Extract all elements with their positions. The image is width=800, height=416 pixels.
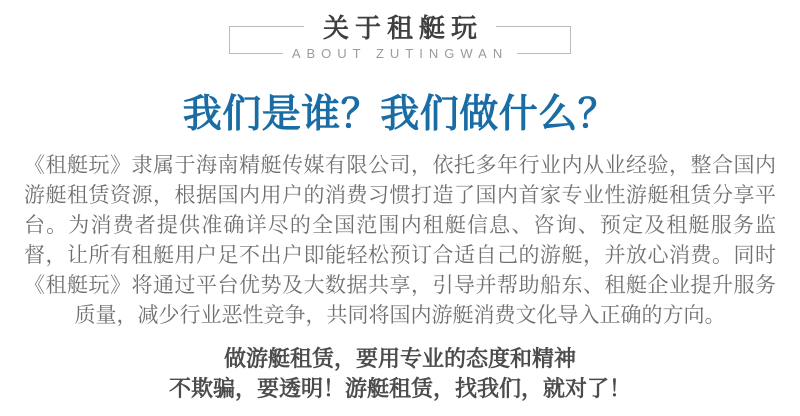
slogan-block xyxy=(0,344,800,404)
decorative-line xyxy=(517,53,571,54)
main-heading: 我们是谁？我们做什么？ xyxy=(182,93,618,136)
section-title: 关于租艇玩 xyxy=(323,13,484,43)
slogan-line-1: 做游艇租赁，要用专业的态度和精神 xyxy=(223,346,576,371)
about-section xyxy=(0,9,800,416)
slogan-line-2: 不欺骗，要透明！游艇租赁，找我们，就对了！ xyxy=(168,376,631,401)
decorative-line xyxy=(229,26,304,27)
section-subtitle-row xyxy=(229,44,571,62)
decorative-line xyxy=(496,26,571,27)
section-subtitle-en: ABOUT ZUTINGWAN xyxy=(291,45,509,61)
decorative-line xyxy=(229,53,283,54)
section-title-row xyxy=(229,9,571,44)
about-paragraph: 《租艇玩》隶属于海南精艇传媒有限公司，依托多年行业内从业经验，整合国内游艇租赁资源，根据国内用户的消费习惯打造了国内首家专业性游艇租赁分享平台。为消费者提供准确详尽的全国范围内租艇信息、咨询、预定及租艇服务监督，让所有租艇用户足不出户即能轻松预订合适自己的游艇，并放心消费。同时《租艇玩》将通过平台优势及大数据共享，引导并帮助船东、租艇企业提升服务质量，减少行业恶性竞争，共同将国内游艇消费文化导入正确的方向。 xyxy=(24,154,776,327)
section-header xyxy=(229,9,571,65)
